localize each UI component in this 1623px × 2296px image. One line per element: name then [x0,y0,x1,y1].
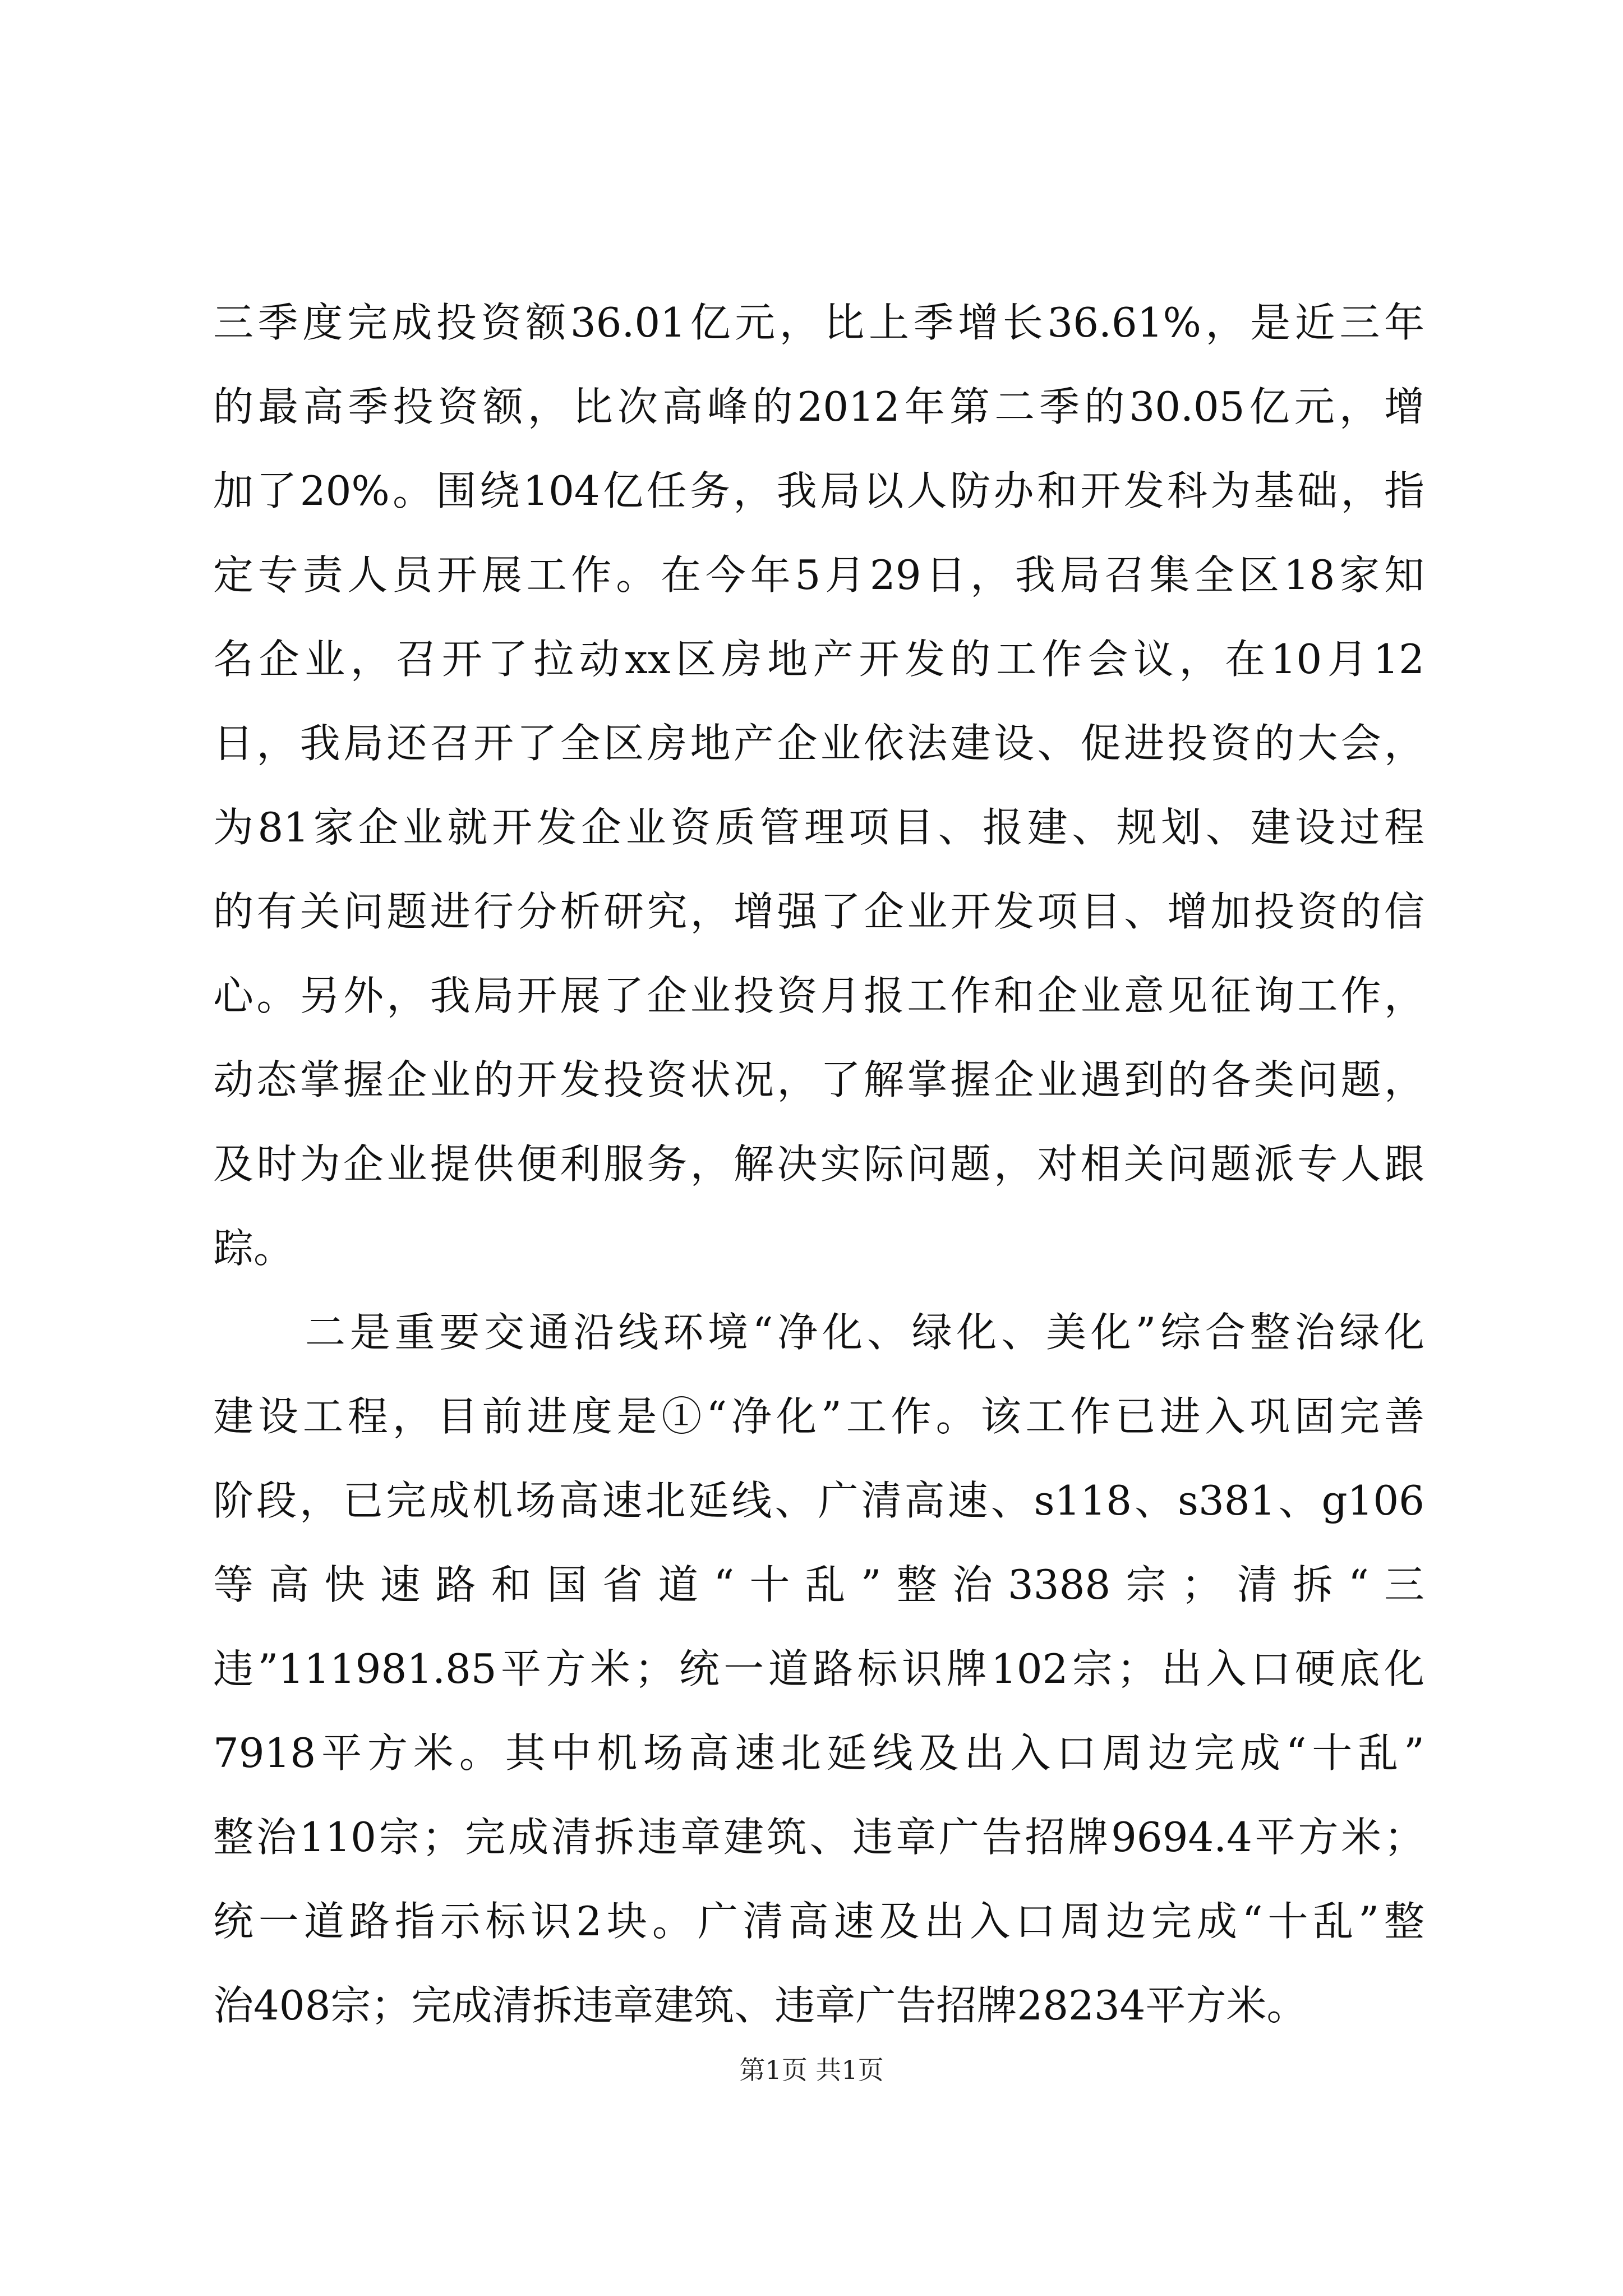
text-line: 整治110宗；完成清拆违章建筑、违章广告招牌9694.4平方米； [213,1814,1424,1861]
text-line: 名企业，召开了拉动xx区房地产开发的工作会议，在10月12 [213,636,1424,683]
text-line: 动态掌握企业的开发投资状况，了解掌握企业遇到的各类问题， [213,1056,1424,1103]
paragraph-first-line: 二是重要交通沿线环境“净化、绿化、美化”综合整治绿化 [305,1309,1424,1356]
text-line: 治408宗；完成清拆违章建筑、违章广告招牌28234平方米。 [213,1982,1307,2029]
text-line: 建设工程，目前进度是①“净化”工作。该工作已进入巩固完善 [213,1393,1424,1440]
text-line: 加了20%。围绕104亿任务，我局以人防办和开发科为基础，指 [213,467,1424,514]
text-line: 统一道路指示标识2块。广清高速及出入口周边完成“十乱”整 [213,1898,1424,1945]
text-line: 心。另外，我局开展了企业投资月报工作和企业意见征询工作， [213,972,1424,1019]
text-line: 违”111981.85平方米；统一道路标识牌102宗；出入口硬底化 [213,1645,1424,1692]
text-line: 等高快速路和国省道“十乱”整治3388宗；清拆“三 [213,1561,1424,1608]
page-number-footer: 第1页 共1页 [739,2055,884,2085]
text-line: 及时为企业提供便利服务，解决实际问题，对相关问题派专人跟 [213,1140,1424,1188]
text-line: 踪。 [213,1225,294,1272]
text-line: 的最高季投资额，比次高峰的2012年第二季的30.05亿元，增 [213,383,1424,430]
text-line: 7918平方米。其中机场高速北延线及出入口周边完成“十乱” [213,1729,1424,1777]
text-line: 定专责人员开展工作。在今年5月29日，我局召集全区18家知 [213,551,1424,599]
text-line: 的有关问题进行分析研究，增强了企业开发项目、增加投资的信 [213,888,1424,935]
text-line: 阶段，已完成机场高速北延线、广清高速、s118、s381、g106 [213,1477,1424,1524]
document-body [213,280,1424,2047]
text-line: 三季度完成投资额36.01亿元，比上季增长36.61%，是近三年 [213,299,1424,346]
text-line: 日，我局还召开了全区房地产企业依法建设、促进投资的大会， [213,720,1424,767]
text-line: 为81家企业就开发企业资质管理项目、报建、规划、建设过程 [213,804,1424,851]
